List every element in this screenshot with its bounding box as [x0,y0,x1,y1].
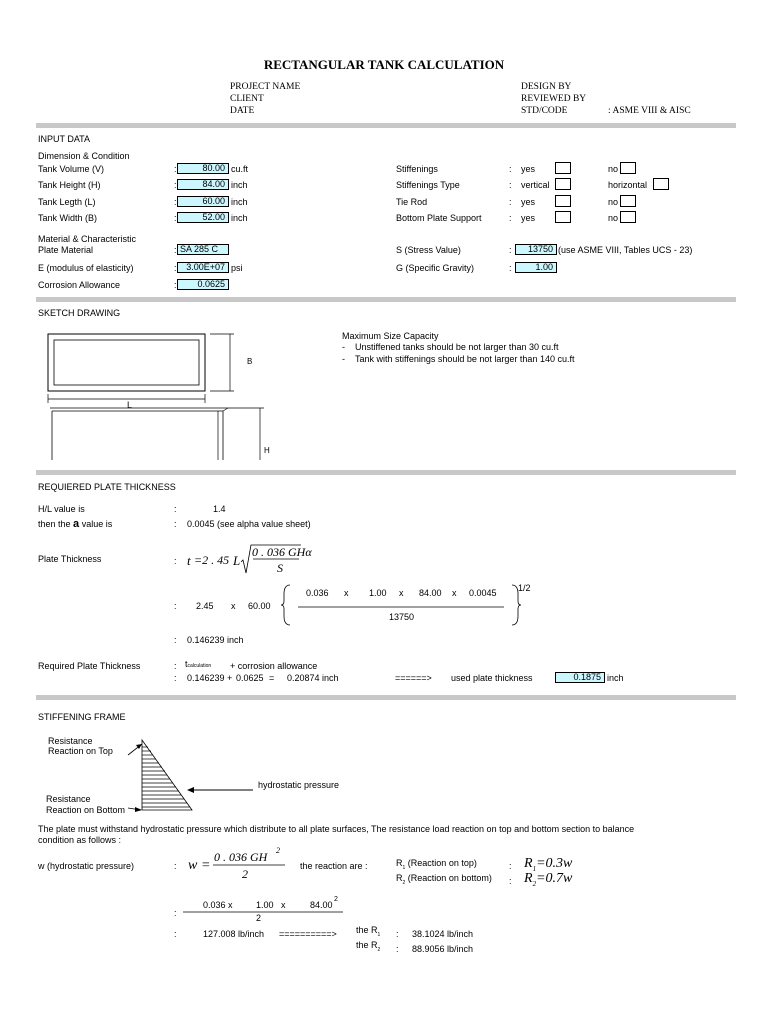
section-divider [36,123,736,128]
colon: : [174,213,177,223]
specific-gravity-label: G (Specific Gravity) [396,263,475,273]
subst-x: x [231,601,236,611]
colon: : [174,556,177,566]
vertical-checkbox[interactable] [555,178,571,190]
hl-label: H/L value is [38,504,85,514]
bottom-support-no-label: no [608,213,619,223]
description-line-2: condition as follows : [38,835,122,845]
formula-t: t [187,553,191,568]
plus-corrosion: + corrosion allowance [230,661,318,671]
reviewed-by-label: REVIEWED BY [521,94,587,104]
r2-description: (Reaction on bottom) [407,873,492,883]
std-code-label: STD/CODE [521,106,568,116]
colon: : [509,861,512,871]
height-input[interactable]: 84.00 [177,179,229,190]
r2-result-label [356,940,380,953]
r1-coef: =0.3 [536,856,564,871]
bottom-reaction-label-2: Reaction on Bottom [46,805,126,815]
stiffenings-no-checkbox[interactable] [620,162,636,174]
stiffenings-no-label: no [608,164,619,174]
calc-d: 84.00 [310,900,333,910]
std-code-value: : ASME VIII & AISC [608,106,691,116]
t-calculation-t: t [185,659,188,669]
used-thickness-unit: inch [607,673,624,683]
colon: : [174,861,177,871]
subst-num-c: 84.00 [419,588,442,598]
thickness-result: 0.146239 inch [187,635,244,645]
subst-num-d: 0.0045 [469,588,497,598]
formula-l: L [233,553,241,568]
subst-245: 2.45 [196,601,214,611]
calc-denominator: 2 [256,913,262,923]
length-input[interactable]: 60.00 [177,196,229,207]
length-unit: inch [231,197,248,207]
bottom-reaction-label-1: Resistance [46,794,91,804]
w-fraction-bar [213,864,285,867]
required-sum-result: 0.20874 inch [287,673,339,683]
plate-material-input[interactable]: SA 285 C [177,244,229,255]
r-letter: R [524,871,533,886]
colon: : [174,673,177,683]
r2-value: 88.9056 lb/inch [412,944,474,954]
colon: : [174,280,177,290]
calc-a: 0.036 x [203,900,233,910]
r1-subscript: 1 [532,864,537,873]
subst-num-b: 1.00 [369,588,387,598]
colon: : [509,213,512,223]
stiffenings-yes-label: yes [521,164,536,174]
w-label: w (hydrostatic pressure) [38,861,135,871]
stress-value-input[interactable]: 13750 [515,244,557,255]
colon: : [509,245,512,255]
r2-label [396,873,492,886]
r-letter: R [524,856,533,871]
r-letter: R [396,858,403,868]
section-divider [36,297,736,302]
required-thickness-label: Required Plate Thickness [38,661,141,671]
bottom-support-yes-checkbox[interactable] [555,211,571,223]
dimension-title: Dimension & Condition [38,151,130,161]
r2-formula [524,871,572,888]
colon: : [509,197,512,207]
calc-fraction-bar [183,911,343,914]
capacity-note-2: Tank with stiffenings should be not larger than 140 cu.ft [355,354,575,364]
horizontal-label: horizontal [608,180,648,190]
bottom-support-no-checkbox[interactable] [620,211,636,223]
client-label: CLIENT [230,94,264,104]
formula-numerator: 0 . 036 GHα [252,545,312,559]
used-thickness-input[interactable]: 0.1875 [555,672,605,683]
modulus-input[interactable]: 3.00E+07 [177,262,229,273]
colon: : [174,263,177,273]
stiffenings-yes-checkbox[interactable] [555,162,571,174]
sketch-section-title: SKETCH DRAWING [38,308,121,318]
the-r: the R [356,925,378,935]
colon: : [509,263,512,273]
stiffening-type-label: Stiffenings Type [396,180,460,190]
date-label: DATE [230,106,255,116]
w-variable: w [563,856,573,871]
formula-coef: =2 . 45 [194,553,230,567]
dimension-l-label: L [127,400,133,410]
modulus-unit: psi [231,263,243,273]
subst-x: x [344,588,349,598]
page-title: RECTANGULAR TANK CALCULATION [263,57,505,72]
tie-rod-no-label: no [608,197,619,207]
subst-x: x [452,588,457,598]
section-divider [36,695,736,700]
colon: : [174,245,177,255]
colon: : [174,908,177,918]
hl-value: 1.4 [213,504,226,514]
colon: : [174,519,177,529]
width-input[interactable]: 52.00 [177,212,229,223]
r-letter: R [396,873,403,883]
horizontal-checkbox[interactable] [653,178,669,190]
required-sum-b: 0.0625 [236,673,264,683]
hydrostatic-diagram [85,735,285,815]
tie-rod-label: Tie Rod [396,197,428,207]
reaction-label: the reaction are : [300,861,368,871]
colon: : [174,180,177,190]
colon: : [174,164,177,174]
tie-rod-yes-label: yes [521,197,536,207]
r2-subscript: 2 [402,879,406,886]
r1-subscript: 1 [402,864,406,871]
r2-coef: =0.7 [536,871,564,886]
colon: : [396,929,399,939]
the-r: the R [356,940,378,950]
specific-gravity-input[interactable]: 1.00 [515,262,557,273]
tie-rod-no-checkbox[interactable] [620,195,636,207]
design-by-label: DESIGN BY [521,82,572,92]
subst-x: x [399,588,404,598]
plate-material-label: Plate Material [38,245,94,255]
tank-sketch [38,325,278,460]
calc-power: 2 [334,896,338,903]
w-formula-eq: = [201,858,211,873]
formula-denominator: S [277,561,283,575]
height-unit: inch [231,180,248,190]
colon: : [174,504,177,514]
dimension-b-label: B [247,357,253,366]
r1-label [396,858,477,871]
w-variable: w [563,871,573,886]
w-formula-denominator: 2 [242,867,248,881]
r1-subscript: 1 [377,931,381,938]
used-thickness-label: used plate thickness [451,673,533,683]
colon: : [174,635,177,645]
tie-rod-yes-checkbox[interactable] [555,195,571,207]
colon: : [174,929,177,939]
subst-denominator: 13750 [389,612,415,622]
colon: : [174,197,177,207]
modulus-label: E (modulus of elasticity) [38,263,134,273]
section-divider [36,470,736,475]
subst-num-a: 0.036 [306,588,329,598]
alpha-label-a: then the [38,519,71,529]
colon: : [509,876,512,886]
capacity-title: Maximum Size Capacity [342,331,439,341]
w-result: 127.008 lb/inch [203,929,265,939]
plate-thickness-label: Plate Thickness [38,554,102,564]
alpha-label-b: value is [81,519,113,529]
stiffening-section-title: STIFFENING FRAME [38,712,126,722]
vertical-label: vertical [521,180,550,190]
long-arrow: ==========> [279,929,337,939]
colon: : [396,944,399,954]
top-reaction-label-1: Resistance [48,736,93,746]
r1-result-label [356,925,380,938]
t-calculation-sub: calculation [187,663,212,669]
height-label: Tank Height (H) [38,180,101,190]
colon: : [509,164,512,174]
alpha-symbol: a [73,518,80,530]
r2-subscript: 2 [377,946,381,953]
calc-x: x [281,900,286,910]
calc-b: 1.00 [256,900,274,910]
r1-description: (Reaction on top) [407,858,477,868]
colon: : [174,661,177,671]
colon: : [509,180,512,190]
dimension-h-label: H [264,446,270,455]
colon: : [174,601,177,611]
stress-value-label: S (Stress Value) [396,245,461,255]
volume-input[interactable]: 80.00 [177,163,229,174]
corrosion-allowance-input[interactable]: 0.0625 [177,279,229,290]
corrosion-allowance-label: Corrosion Allowance [38,280,121,290]
bullet: - [342,342,345,352]
capacity-note-1: Unstiffened tanks should be not larger than 30 cu.ft [355,342,559,352]
w-formula-lhs: w [188,858,198,873]
volume-unit: cu.ft [231,164,249,174]
width-label: Tank Width (B) [38,213,98,223]
project-name-label: PROJECT NAME [230,82,301,92]
alpha-label [38,518,112,530]
description-line-1: The plate must withstand hydrostatic pressure which distribute to all plate surfaces, The resistance load reaction on top and bottom section to balance [38,824,635,834]
required-sum-a: 0.146239 + [187,673,233,683]
r2-subscript: 2 [532,879,537,888]
alpha-value: 0.0045 (see alpha value sheet) [187,519,311,529]
material-title: Material & Characteristic [38,234,137,244]
bullet: - [342,354,345,364]
subst-power: 1/2 [518,583,531,593]
t-calculation [185,659,211,669]
stiffenings-label: Stiffenings [396,164,438,174]
stress-value-note: (use ASME VIII, Tables UCS - 23) [558,245,693,255]
subst-6000: 60.00 [248,601,271,611]
width-unit: inch [231,213,248,223]
bottom-support-label: Bottom Plate Support [396,213,482,223]
bottom-support-yes-label: yes [521,213,536,223]
thickness-section-title: REQUIERED PLATE THICKNESS [38,482,176,492]
input-section-title: INPUT DATA [38,134,91,144]
required-sum-eq: = [269,673,275,683]
volume-label: Tank Volume (V) [38,164,105,174]
w-formula-numerator: 0 . 036 GH [214,850,268,864]
r1-value: 38.1024 lb/inch [412,929,474,939]
top-reaction-label-2: Reaction on Top [48,746,113,756]
arrow: ======> [395,673,432,683]
length-label: Tank Legth (L) [38,197,96,207]
hydrostatic-pressure-label: hydrostatic pressure [258,780,340,790]
w-formula-power: 2 [276,846,280,855]
